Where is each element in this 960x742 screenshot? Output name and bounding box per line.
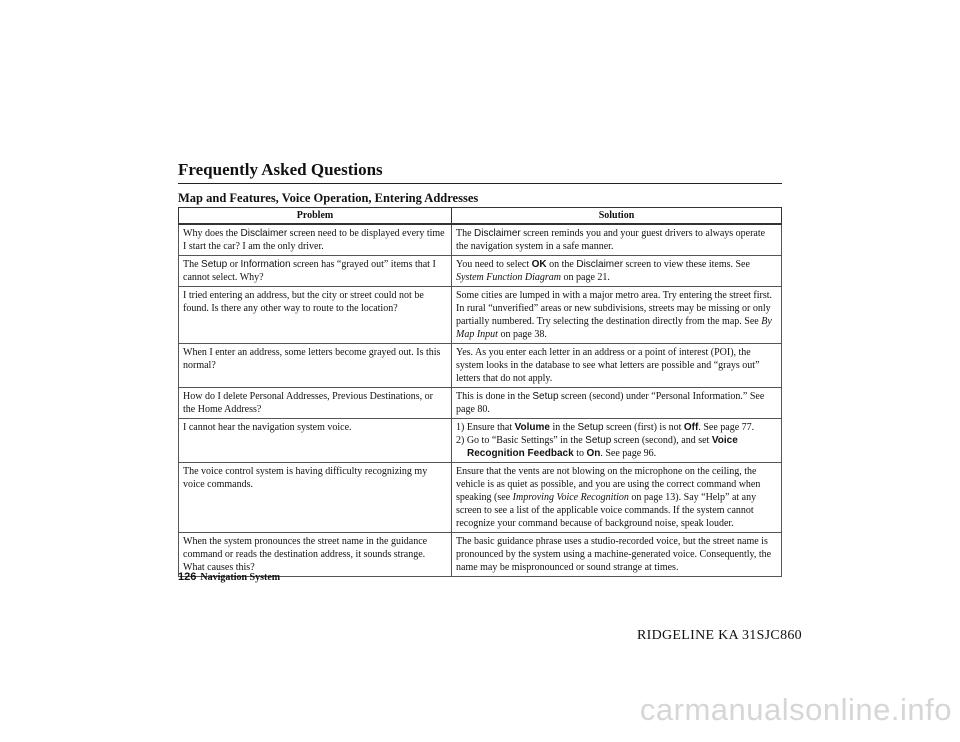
solution-step-2: 2) Go to “Basic Settings” in the Setup screen (second), and set Voice Recognition Feedback to On. See page 96. [456,435,738,459]
header-solution: Solution [452,208,782,225]
document-code: RIDGELINE KA 31SJC860 [637,628,802,643]
table-row [179,256,782,287]
faq-table [178,207,782,577]
table-row [179,287,782,344]
table-row [179,533,782,577]
page-number: 126 [178,571,197,583]
page-footer [178,571,280,583]
solution-cell: Some cities are lumped in with a major metro area. Try entering the street first. In rural “unverified” areas or new subdivisions, streets may be missing or only partially numbered. Try selecting the destination directly from the map. See By Map Input on page 38. [452,287,782,344]
problem-cell: When the system pronounces the street name in the guidance command or reads the destination address, it sounds strange. What causes this? [179,533,452,577]
footer-label: Navigation System [200,572,281,583]
table-row [179,419,782,463]
problem-cell: The voice control system is having difficulty recognizing my voice commands. [179,463,452,533]
problem-cell: The Setup or Information screen has “grayed out” items that I cannot select. Why? [179,256,452,287]
header-problem: Problem [179,208,452,225]
title-divider [178,183,782,184]
problem-cell: Why does the Disclaimer screen need to be displayed every time I start the car? I am the only driver. [179,224,452,256]
solution-cell: The basic guidance phrase uses a studio-recorded voice, but the street name is pronounced by the system using a machine-generated voice. Consequently, the name may be mispronounced or sound strange at times. [452,533,782,577]
problem-cell: How do I delete Personal Addresses, Previous Destinations, or the Home Address? [179,388,452,419]
solution-cell: You need to select OK on the Disclaimer screen to view these items. See System Function Diagram on page 21. [452,256,782,287]
table-row [179,463,782,533]
section-title: Map and Features, Voice Operation, Entering Addresses [178,191,479,205]
watermark: carmanualsonline.info [639,692,952,727]
solution-cell: Yes. As you enter each letter in an address or a point of interest (POI), the system looks in the database to see what letters are possible and “grays out” letters that do not apply. [452,344,782,388]
problem-cell: I cannot hear the navigation system voice. [179,419,452,463]
problem-cell: When I enter an address, some letters become grayed out. Is this normal? [179,344,452,388]
solution-step-1: 1) Ensure that Volume in the Setup screen (first) is not Off. See page 77. [456,422,755,433]
solution-cell: Ensure that the vents are not blowing on the microphone on the ceiling, the vehicle is as quiet as possible, and you are using the correct command when speaking (see Improving Voice Recognition on page 13). Say “Help” at any screen to see a list of the applicable voice commands. If the system cannot recognize your command because of background noise, speak louder. [452,463,782,533]
page-title: Frequently Asked Questions [178,160,383,179]
problem-cell: I tried entering an address, but the city or street could not be found. Is there any other way to route to the location? [179,287,452,344]
solution-cell: The Disclaimer screen reminds you and your guest drivers to always operate the navigation system in a safe manner. [452,224,782,256]
table-row [179,344,782,388]
table-row [179,224,782,256]
table-row [179,388,782,419]
solution-cell [452,419,782,463]
table-header-row [179,208,782,225]
solution-cell: This is done in the Setup screen (second) under “Personal Information.” See page 80. [452,388,782,419]
